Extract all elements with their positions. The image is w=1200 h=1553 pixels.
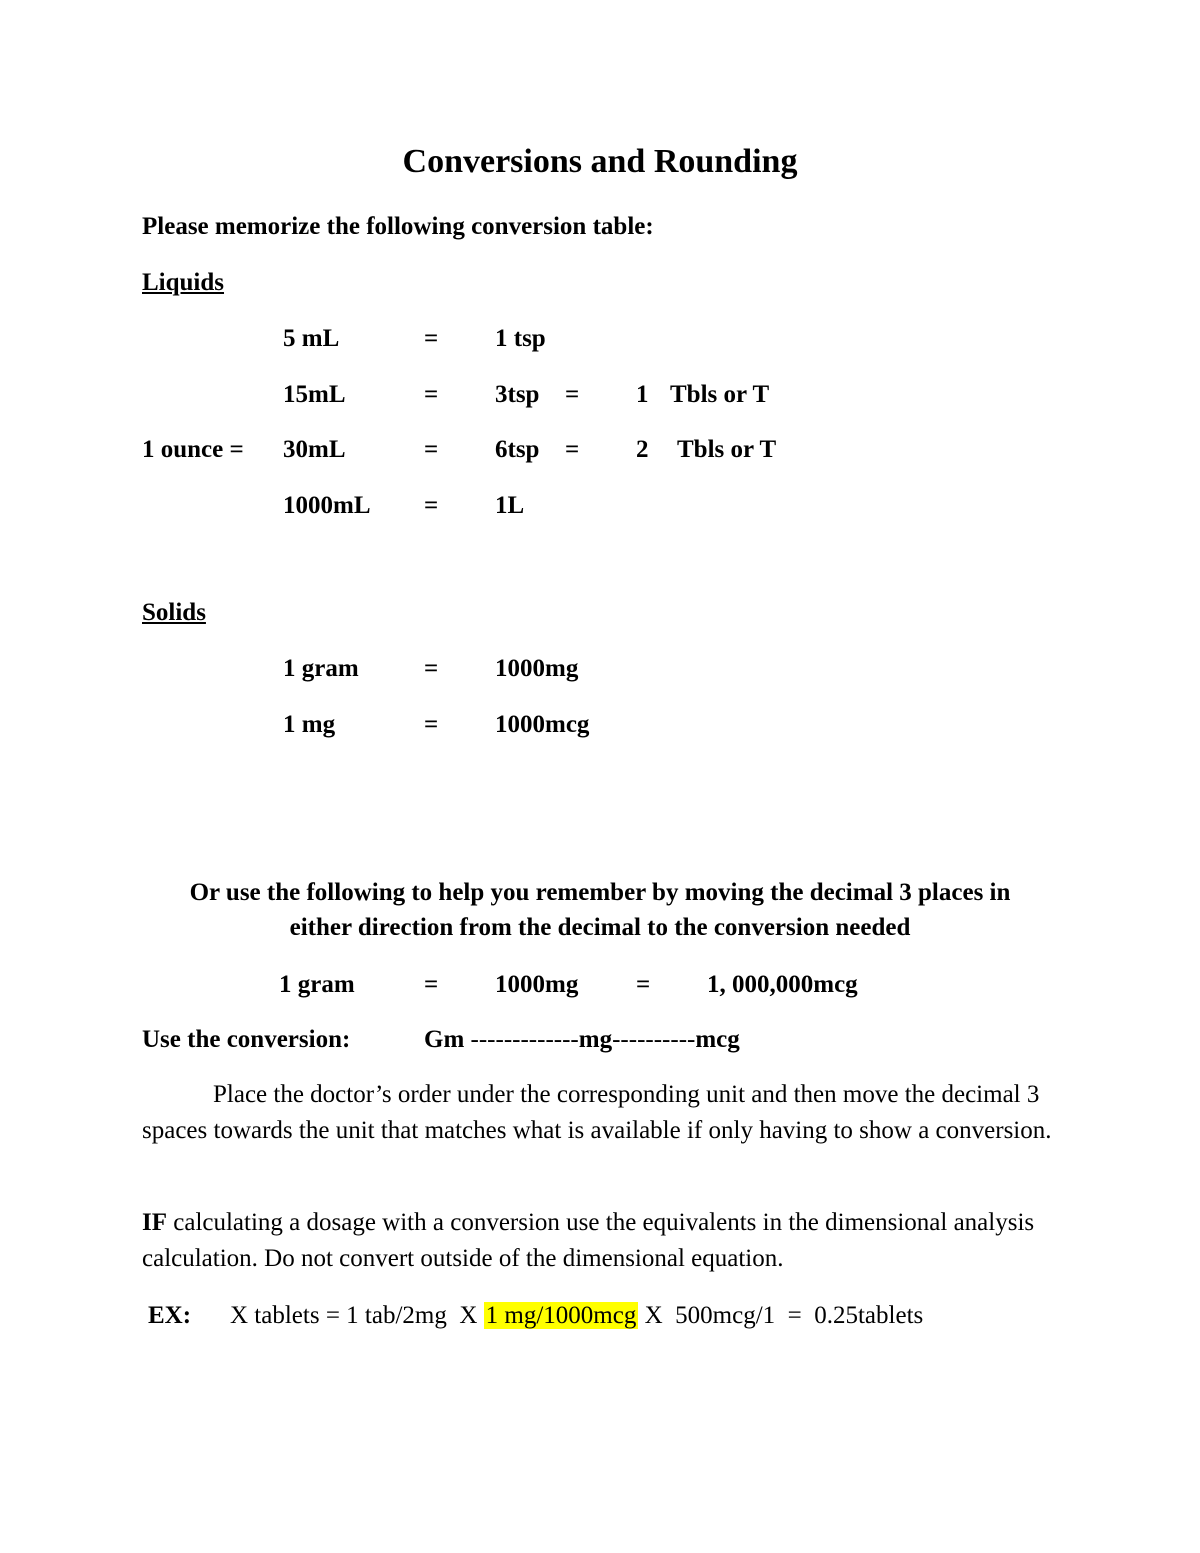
- cell-count: 2: [636, 436, 649, 463]
- cell-equals-2: =: [565, 381, 580, 408]
- cell-quantity: 1 gram: [279, 971, 355, 998]
- unit-mcg: mcg: [695, 1026, 740, 1053]
- dash-separator: ----------: [612, 1026, 696, 1053]
- highlighted-conversion: 1 mg/1000mcg: [485, 1302, 637, 1329]
- cell-equals: =: [424, 971, 439, 998]
- cell-unit: Tbls or T: [677, 436, 777, 463]
- paragraph-lead: IF: [142, 1209, 167, 1236]
- cell-equivalent: 3tsp: [495, 381, 540, 408]
- tip-line-2: either direction from the decimal to the conversion needed: [289, 914, 911, 941]
- unit-gm: Gm: [424, 1026, 465, 1053]
- cell-quantity: 1 mg: [283, 711, 336, 738]
- cell-quantity: 30mL: [283, 436, 346, 463]
- tip-line-1: Or use the following to help you remember by moving the decimal 3 places in: [189, 879, 1011, 906]
- example-equation: [230, 1303, 923, 1328]
- cell-equals: =: [424, 325, 439, 352]
- cell-equivalent-2: 1, 000,000mcg: [707, 971, 858, 998]
- ounce-label: 1 ounce =: [142, 436, 244, 463]
- cell-equals: =: [424, 655, 439, 682]
- cell-quantity: 15mL: [283, 381, 346, 408]
- page-title: Conversions and Rounding: [402, 143, 798, 180]
- equation-part: X 500mcg/1 = 0.25tablets: [638, 1302, 924, 1329]
- cell-quantity: 1000mL: [283, 492, 371, 519]
- solids-heading: Solids: [142, 599, 206, 626]
- cell-unit: Tbls or T: [670, 381, 770, 408]
- cell-count: 1: [636, 381, 649, 408]
- liquids-heading: Liquids: [142, 269, 225, 296]
- cell-equivalent: 1L: [495, 492, 525, 519]
- dimensional-analysis-paragraph: [142, 1205, 1062, 1277]
- cell-equals: =: [424, 436, 439, 463]
- cell-equivalent: 1000mcg: [495, 711, 590, 738]
- cell-equals: =: [424, 492, 439, 519]
- paragraph-text: calculating a dosage with a conversion use the equivalents in the dimensional analysis calculation. Do not convert outside of the dimensional equation.: [142, 1209, 1035, 1272]
- instruction-text: Please memorize the following conversion table:: [142, 213, 654, 240]
- cell-equivalent: 1000mg: [495, 655, 579, 682]
- dash-separator: -------------: [470, 1026, 579, 1053]
- cell-equals: =: [424, 381, 439, 408]
- cell-equivalent: 1000mg: [495, 971, 579, 998]
- equation-part: X tablets = 1 tab/2mg X: [230, 1302, 484, 1329]
- unit-mg: mg: [578, 1026, 613, 1053]
- cell-equals-2: =: [636, 971, 651, 998]
- cell-equivalent: 1 tsp: [495, 325, 546, 352]
- use-conversion-label: Use the conversion:: [142, 1026, 351, 1053]
- instruction-paragraph: Place the doctor’s order under the corresponding unit and then move the decimal 3 spaces towards the unit that matches what is available if only having to show a conversion.: [142, 1081, 1052, 1144]
- cell-equals-2: =: [565, 436, 580, 463]
- example-label: EX:: [148, 1302, 192, 1329]
- cell-equivalent: 6tsp: [495, 436, 540, 463]
- cell-quantity: 1 gram: [283, 655, 359, 682]
- conversion-scale: [424, 1027, 740, 1052]
- cell-quantity: 5 mL: [283, 325, 340, 352]
- cell-equals: =: [424, 711, 439, 738]
